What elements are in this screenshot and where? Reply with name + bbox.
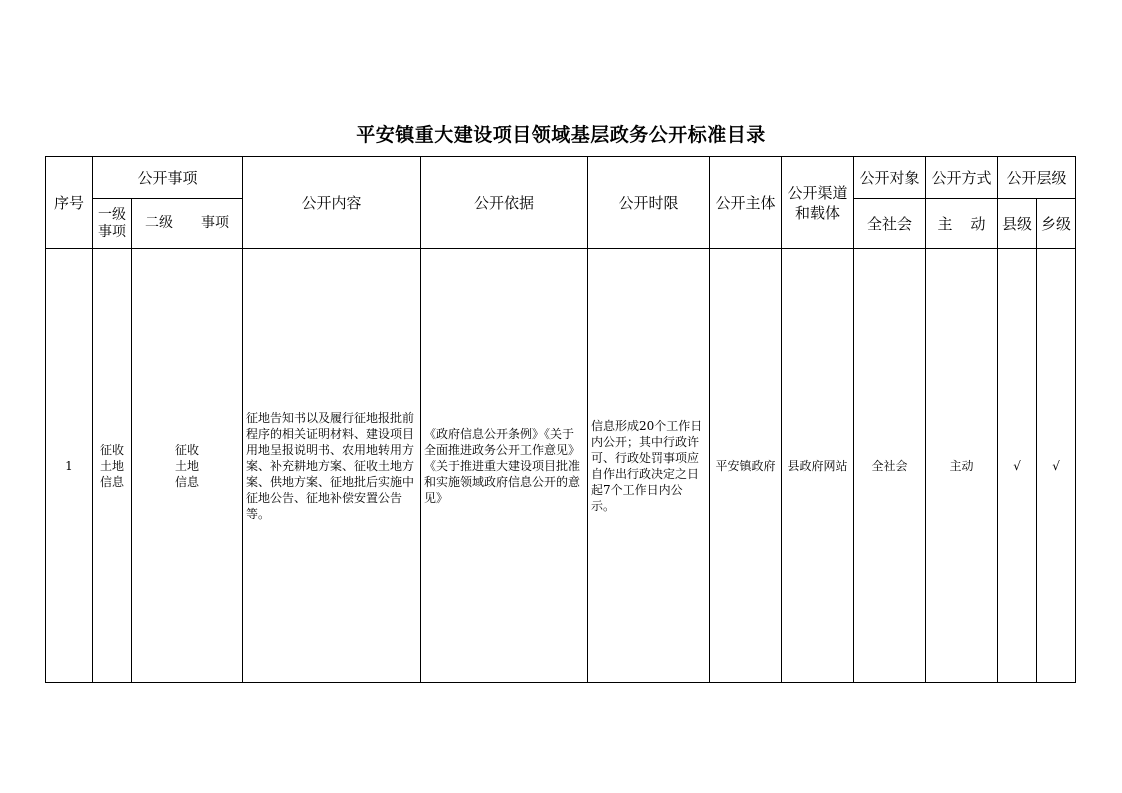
header-level1: 一级 事项 — [93, 199, 132, 249]
header-tier-town: 乡级 — [1037, 199, 1076, 249]
cell-subject: 平安镇政府 — [710, 249, 782, 683]
cell-method: 主动 — [926, 249, 998, 683]
cell-level2: 征收 土地 信息 — [132, 249, 243, 683]
cell-basis: 《政府信息公开条例》《关于全面推进政务公开工作意见》《关于推进重大建设项目批准和实施领域政府信息公开的意见》 — [421, 249, 588, 683]
header-level2: 二级 事项 — [132, 199, 243, 249]
header-item-group: 公开事项 — [93, 157, 243, 199]
header-channel: 公开渠道 和载体 — [782, 157, 854, 249]
header-basis: 公开依据 — [421, 157, 588, 249]
header-time-limit: 公开时限 — [588, 157, 710, 249]
table-row — [46, 249, 1076, 683]
page-title: 平安镇重大建设项目领域基层政务公开标准目录 — [356, 124, 766, 146]
cell-time-limit: 信息形成20个工作日内公开；其中行政许可、行政处罚事项应自作出行政决定之日起7个工作日内公示。 — [588, 249, 710, 683]
header-content: 公开内容 — [243, 157, 421, 249]
header-audience-sub: 全社会 — [854, 199, 926, 249]
header-seq: 序号 — [46, 157, 93, 249]
cell-county-check: √ — [998, 249, 1037, 683]
cell-content: 征地告知书以及履行征地报批前程序的相关证明材料、建设项目用地呈报说明书、农用地转用方案、补充耕地方案、征收土地方案、供地方案、征地批后实施中征地公告、征地补偿安置公告等。 — [243, 249, 421, 683]
header-audience: 公开对象 — [854, 157, 926, 199]
cell-audience: 全社会 — [854, 249, 926, 683]
header-method: 公开方式 — [926, 157, 998, 199]
catalog-table — [45, 156, 1076, 683]
cell-town-check: √ — [1037, 249, 1076, 683]
header-tier: 公开层级 — [998, 157, 1076, 199]
header-subject: 公开主体 — [710, 157, 782, 249]
header-tier-county: 县级 — [998, 199, 1037, 249]
cell-channel: 县政府网站 — [782, 249, 854, 683]
cell-level1: 征收 土地 信息 — [93, 249, 132, 683]
header-method-sub: 主 动 — [926, 199, 998, 249]
cell-seq: 1 — [46, 249, 93, 683]
